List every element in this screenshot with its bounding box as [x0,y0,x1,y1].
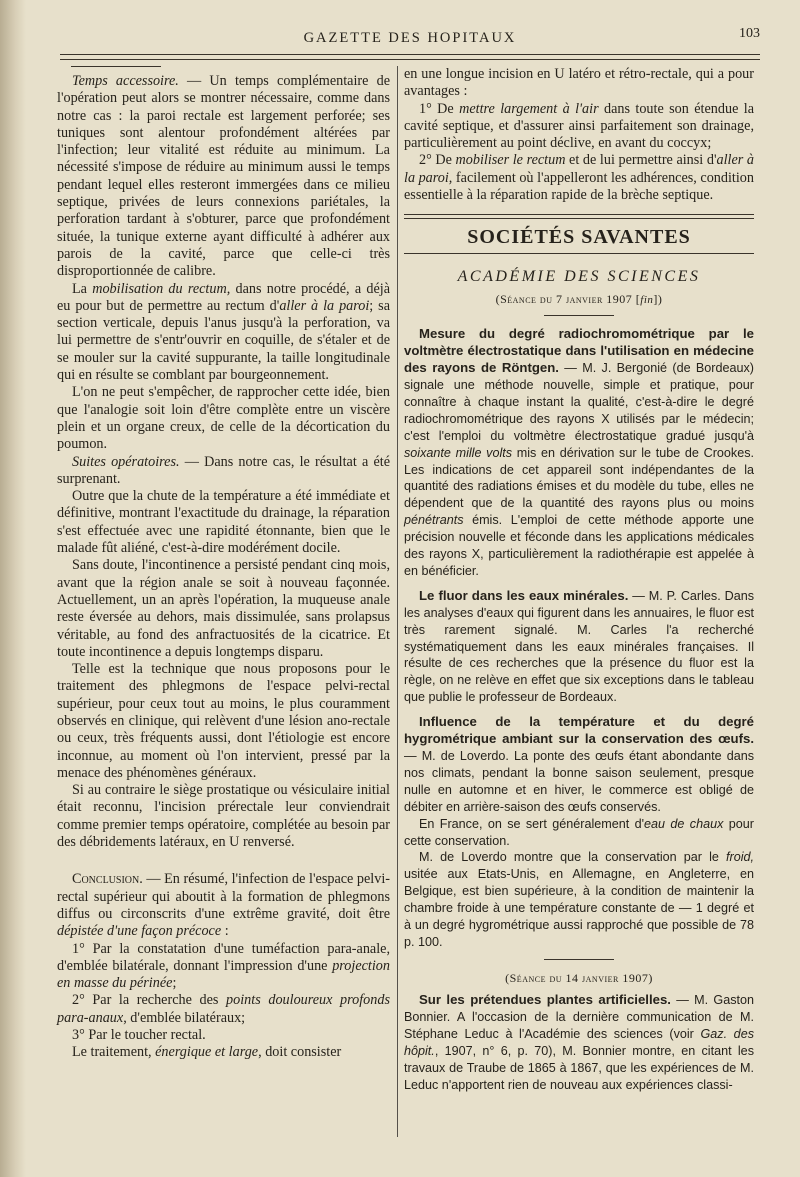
section-title: SOCIÉTÉS SAVANTES [467,226,691,249]
header-rule [60,54,760,55]
paragraph-text: En France, on se sert généralement d' [419,816,645,831]
paragraph-text: — En résumé, l'infection de l'espace pelvi-rectal supérieur qui aboutit à la formation de phlegmons diffus ou circonscrits d'une extrême gravité, doit être [57,871,390,922]
right-column [404,66,754,1102]
article-continuation [404,66,754,204]
session-rule [544,959,614,960]
emphasis-text: projection en masse du périnée [57,957,390,992]
left-column [57,66,390,1062]
paragraph-text: , doit consister [258,1044,342,1061]
paragraph-text: émis. L'emploi de cette méthode apporte une précision nouvelle et féconde dans les applications médicales des rayons X, particulièrement la radiothérapie est appelée à en bénéficier. [404,513,754,578]
session-text: (Séance du 14 janvier 1907) [505,970,653,985]
paragraph-text: Dans les analyses d'eaux qui figurent dans les annuaires, le fluor est très rarement signalé. M. Carles l'a recherché systématiquement dans les eaux minérales françaises. Il résulte de ces recherches que la présence du fluor est la règle, on ne relève en effet que six exceptions dans le tableau que publie le professeur de Bordeaux. [404,588,755,705]
article-plantes-artificielles [404,992,754,1093]
article-author: — M. P. Carles. [628,588,721,603]
binding-shadow [0,0,26,1177]
paragraph-text: Le traitement, [72,1044,156,1061]
article-title: Sur les prétendues plantes artificielles. [419,992,671,1008]
continuation-rule [71,66,161,67]
conclusion-item-2 [57,992,390,1027]
article-paragraph [404,992,754,1093]
paragraph-text: , 1907, n° 6, p. 70), M. Bonnier montre, en citant les travaux de Traube de 1865 à 1867, que les expériences de M. Leduc n'apportent rien de nouveau aux expériences classi- [404,1043,754,1092]
session-date-1 [404,291,754,309]
section-title-rule [404,253,754,254]
article-paragraph [404,588,754,706]
emphasis-text: aller à la paroi [279,297,370,314]
header-rule-secondary [60,59,760,60]
article-title: Le fluor dans les eaux minérales. [419,587,629,603]
emphasis-text: mobilisation du rectum, [92,280,231,297]
conclusion-item-3: 3° Par le toucher rectal. [72,1027,206,1044]
paragraph-intro: en une longue incision en U latéro et rétro-rectale, qui a pour avantages : [404,66,754,100]
emphasis-text: eau de chaux [644,816,724,831]
paragraph-text: facilement où l'appelleront les adhérences, condition essentielle à la réparation rapide de la brèche septique. [404,169,754,204]
session-text: ]) [653,291,663,306]
emphasis-text: mobiliser le rectum [455,152,566,169]
column-divider [397,66,398,1137]
emphasis-text: énergique et large [155,1044,259,1061]
paragraph-text: et de lui permettre ainsi d' [565,152,717,169]
paragraph-text: 2° Par la recherche des [72,992,227,1009]
paragraph-text: — Dans notre cas, le résultat a été surprenant. [57,453,390,487]
paragraph-temps-accessoire [57,73,390,281]
paragraph-technique: Telle est la technique que nous proposons pour le traitement des phlegmons de l'espace pelvi-rectal supérieur, pour ceux tout au moins, le plus couramment observés en clinique, qui relèvent d'une lésion ano-rectale ou ceux, très fréquents aussi, dont l'étiologie est encore inconnue, au moment où l'on intervient, pressé par la menace des phénomènes généraux. [57,661,390,781]
emphasis-text: points douloureux profonds para-anaux [57,992,390,1026]
article-conservation-oeufs [404,714,754,951]
paragraph-suites-operatoires [57,454,390,489]
paragraph-text: mis en dérivation sur le tube de Crookes. Les indications de cet appareil sont indépendantes de la quantité des radiations émises et du modèle du tube, elles ne dépendent que de la quantité des rayons plus ou moins [404,445,754,511]
paragraph-text: La [72,280,93,297]
article-author: — M. Gaston Bonnier. [404,993,755,1025]
article-fluor [404,588,754,706]
session-text: (Séance du 7 janvier 1907 [ [495,291,641,306]
subheading-suites-operatoires: Suites opératoires. [72,453,180,470]
paragraph-text: 1° Par la constatation d'une tuméfaction para-anale, d'emblée bilatérale, donnant l'impression d'une [57,940,390,974]
spacer [57,851,390,871]
advantage-1 [404,101,754,153]
paragraph-text: 2° De [419,152,456,169]
emphasis-text: froid, [726,850,754,865]
conclusion-item-1 [57,941,390,993]
emphasis-text: soixante mille volts [404,445,513,460]
academy-title: ACADÉMIE DES SCIENCES [457,267,701,285]
paragraph-text: A l'occasion de la dernière communication de M. Stéphane Leduc à l'Académie des sciences (voir [404,1010,754,1041]
paragraph-text: — Un temps complémentaire de l'opération peut alors se montrer nécessaire, comme dans notre cas : la paroi rectale est largement perforée; ses tuniques sont alentour profondément altérées par l'infection; leur vitalité est réduite au minimum. La nécessité s'impose de réduire au minimum aussi le temps pendant lequel elles resteront immergées dans ce milieu septique, privées de leurs connexions pariétales, la perforation tardant à s'obturer, parce que profondément située, la tunique externe ayant difficulté à adhérer aux parois de la cavité, parce que celle-ci très disproportionnée de calibre. [57,73,390,280]
emphasis-text: fin [640,293,654,306]
emphasis-text: dépistée d'une façon précoce [57,923,222,940]
journal-title: GAZETTE DES HOPITAUX [303,30,517,46]
article-title: Influence de la température et du degré hygrométrique ambiant sur la conservation des œufs. [404,714,754,747]
paragraph-text: La ponte des œufs étant abondante dans nos climats, pendant la bonne saison seulement, presque nulle en automne et en hiver, le commerce est obligé de débiter en arrière-saison des œufs conservés. [404,749,755,814]
article-author: — M. J. Bergonié (de Bordeaux) [558,361,754,376]
article-author: — M. de Loverdo. [404,749,509,764]
emphasis-text: pénétrants [404,513,464,528]
running-header [60,26,760,48]
page-number: 103 [739,26,760,41]
emphasis-text: aller à la paroi, [404,152,754,186]
paragraph-incontinence: Sans doute, l'incontinence a persisté pendant cinq mois, avant que la région anale se soit à nouveau façonnée. Actuellement, un an après l'opération, la muqueuse anale reste éversée au dehors, mais dissimulée, sans prolapsus véritable, au fond des anfractuosités de la cicatrice. Et toute incontinence a depuis longtemps disparu. [57,557,390,660]
paragraph-temperature: Outre que la chute de la température a été immédiate et définitive, montrant l'exactitude du drainage, la réparation s'est effectuée avec une rapidité étonnante, bien que le malade fût aliéné, c'est-à-dire modérément docile. [57,488,390,557]
article-radiochromometrique [404,326,754,580]
paragraph-text: signale une méthode nouvelle, simple et pratique, pour connaître à chaque instant la qualité, c'est-à-dire le degré radiochromométrique des rayons X utilisés par le médecin; c'est l'emploi du voltmètre électrostatique gradué jusqu'à [404,377,754,443]
session-rule [544,315,614,316]
session-date-2 [404,970,754,988]
paragraph-siege-prostatique: Si au contraire le siège prostatique ou vésiculaire initial était reconnu, l'incision prérectale leur conviendrait comme premier temps opératoire, complétée au besoin par des débridements latéraux, en U renversé. [57,782,390,851]
paragraph-decortication: L'on ne peut s'empêcher, de rapprocher cette idée, bien que l'analogie soit loin d'être complète entre un viscère plein et un organe creux, de celle de la décortication du poumon. [57,384,390,453]
subheading-temps-accessoire: Temps accessoire. [72,73,179,89]
paragraph-text: dans notre procédé, a déjà eu pour but de permettre au rectum d' [57,280,391,314]
article-paragraph [404,849,754,950]
section-rule [404,214,754,219]
paragraph-traitement [57,1044,390,1061]
advantage-2 [404,152,754,204]
paragraph-mobilisation [57,281,390,385]
paragraph-text: dans toute son étendue la cavité septique, et d'assurer ainsi parfaitement son drainage, particulièrement au point déclive, en avant du coccyx; [404,100,754,152]
paragraph-text: pour cette conservation. [404,816,754,848]
paragraph-conclusion [57,871,390,940]
conclusion-label: Conclusion. [72,871,143,888]
paragraph-text: , d'emblée bilatéraux; [123,1009,246,1026]
paragraph-text: usitée aux Etats-Unis, en Allemagne, en Angleterre, en Belgique, est bien supérieure, à la condition de maintenir la chambre froide à une température constante de — 1 degré et à un degré hygrométrique aussi rapproché que possible de 78 p. 100. [404,867,754,949]
paragraph-text: 1° De [419,100,460,117]
article-paragraph [404,714,754,815]
paragraph-text: M. de Loverdo montre que la conservation par le [419,850,726,865]
article-paragraph [404,816,754,850]
paragraph-text: ; sa section verticale, depuis l'anus jusqu'à la perforation, va lui permettre de s'entr'ouvrir en coquille, de s'étaler et de se mouler sur la cavité suppurante, la taille longitudinale qui en résulte se comblant par bourgeonnement. [57,297,391,384]
emphasis-text: Gaz. des hôpit. [404,1027,754,1058]
paragraph-text: : [221,923,229,940]
article-paragraph [404,326,754,580]
emphasis-text: mettre largement à l'air [459,100,599,117]
article-title: Mesure du degré radiochromométrique par le voltmètre électrostatique dans l'utilisation en médecine des rayons de Röntgen. [404,326,754,376]
paragraph-text: ; [172,975,177,992]
